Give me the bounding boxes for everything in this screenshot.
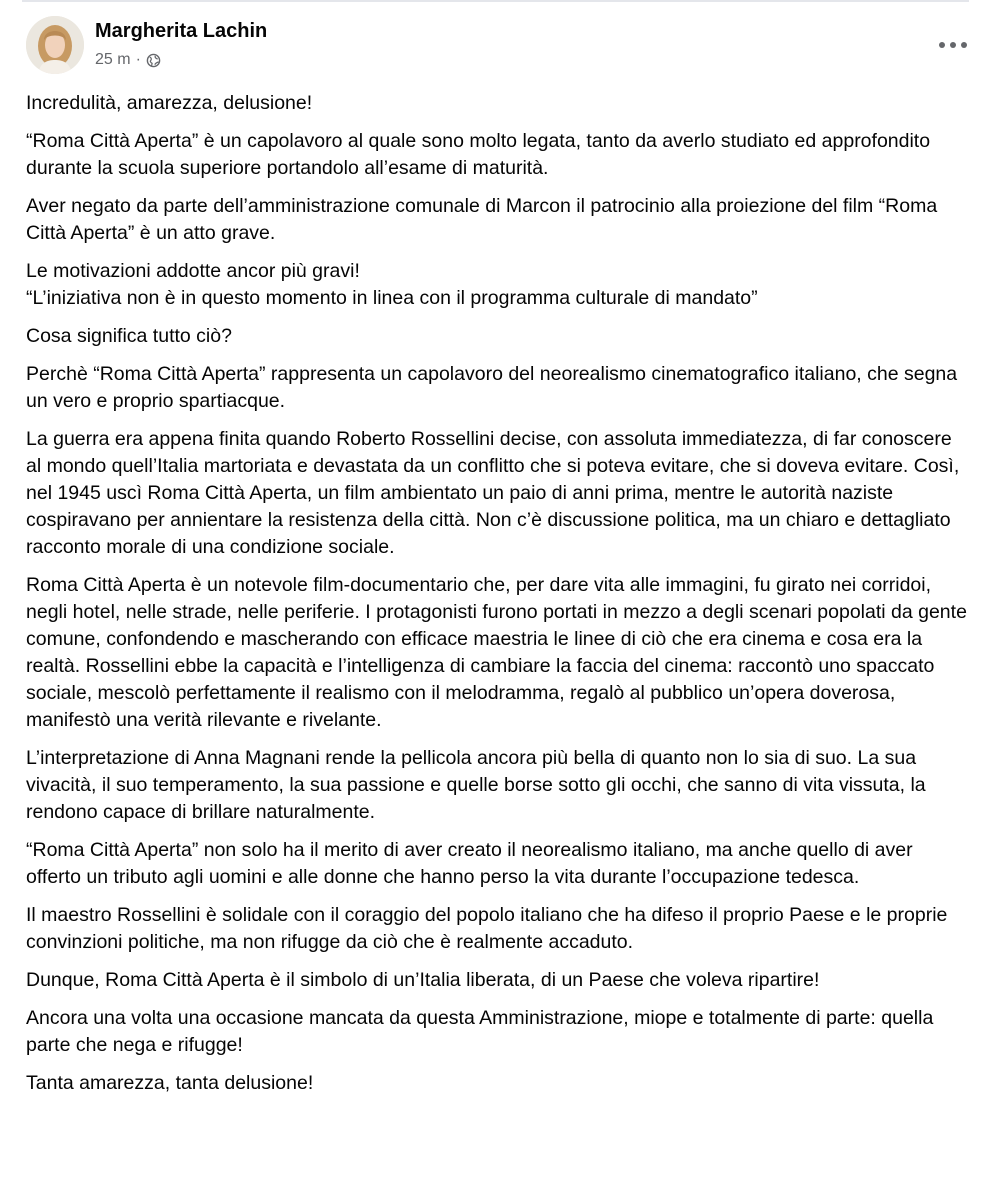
post-paragraph: Cosa significa tutto ciò? bbox=[26, 325, 232, 347]
post-paragraph: “Roma Città Aperta” non solo ha il merito di aver creato il neorealismo italiano, ma anche quello di aver offerto un tributo agli uomini e alle donne che hanno perso la vita durante l’occupazione tedesca. bbox=[26, 839, 913, 888]
meta-separator: · bbox=[135, 51, 141, 68]
post-paragraph: Perchè “Roma Città Aperta” rappresenta un capolavoro del neorealismo cinematografico italiano, che segna un vero e proprio spartiacque. bbox=[26, 363, 958, 412]
avatar[interactable] bbox=[26, 16, 84, 74]
avatar-photo bbox=[26, 16, 84, 74]
post-paragraph: Aver negato da parte dell’amministrazione comunale di Marcon il patrocinio alla proiezione del film “Roma Città Aperta” è un atto grave. bbox=[26, 195, 938, 244]
post-paragraph: Incredulità, amarezza, delusione! bbox=[26, 92, 313, 114]
post-paragraph: Roma Città Aperta è un notevole film-documentario che, per dare vita alle immagini, fu girato nei corridoi, negli hotel, nelle strade, nelle periferie. I protagonisti furono portati in mezzo a degli scenari popolati da gente comune, confondendo e mascherando con efficace maestria le linee di ciò che era cinema e cosa era la realtà. Rossellini ebbe la capacità e l’intelligenza di cambiare la faccia del cinema: raccontò uno spaccato sociale, mescolò perfettamente il realismo con il melodramma, regalò al pubblico un’opera doverosa, manifestò una verità rilevante e rivelante. bbox=[26, 574, 967, 731]
post-paragraph: La guerra era appena finita quando Roberto Rossellini decise, con assoluta immediatezza, di far conoscere al mondo quell’Italia martoriata e devastata da un conflitto che si poteva evitare, che si doveva evitare. Così, nel 1945 uscì Roma Città Aperta, un film ambientato un paio di anni prima, mentre le autorità naziste cospiravano per annientare la resistenza della città. Non c’è discussione politica, ma un chiaro e dettagliato racconto morale di una condizione sociale. bbox=[26, 428, 960, 558]
post-timestamp[interactable]: 25 m bbox=[95, 51, 131, 68]
post-paragraph: Il maestro Rossellini è solidale con il coraggio del popolo italiano che ha difeso il proprio Paese e le proprie convinzioni politiche, ma non rifugge da ciò che è realmente accaduto. bbox=[26, 904, 948, 953]
post-header bbox=[26, 16, 979, 80]
post-paragraph: Tanta amarezza, tanta delusione! bbox=[26, 1072, 314, 1094]
more-options-button[interactable] bbox=[933, 32, 973, 58]
post-paragraph: Le motivazioni addotte ancor più gravi! “L’iniziativa non è in questo momento in linea con il programma culturale di mandato” bbox=[26, 260, 758, 309]
post-body bbox=[26, 90, 971, 1108]
post-paragraph: Dunque, Roma Città Aperta è il simbolo di un’Italia liberata, di un Paese che voleva ripartire! bbox=[26, 969, 820, 991]
post-meta bbox=[95, 51, 161, 69]
more-horizontal-icon bbox=[938, 41, 968, 49]
post-paragraph: “Roma Città Aperta” è un capolavoro al quale sono molto legata, tanto da averlo studiato ed approfondito durante la scuola superiore portandolo all’esame di maturità. bbox=[26, 130, 931, 179]
globe-icon bbox=[146, 53, 161, 68]
post-paragraph: Ancora una volta una occasione mancata da questa Amministrazione, miope e totalmente di parte: quella parte che nega e rifugge! bbox=[26, 1007, 934, 1056]
post-paragraph: L’interpretazione di Anna Magnani rende la pellicola ancora più bella di quanto non lo sia di suo. La sua vivacità, il suo temperamento, la sua passione e quelle borse sotto gli occhi, che sanno di vita vissuta, la rendono capace di brillare naturalmente. bbox=[26, 747, 926, 823]
author-name[interactable]: Margherita Lachin bbox=[95, 20, 268, 42]
